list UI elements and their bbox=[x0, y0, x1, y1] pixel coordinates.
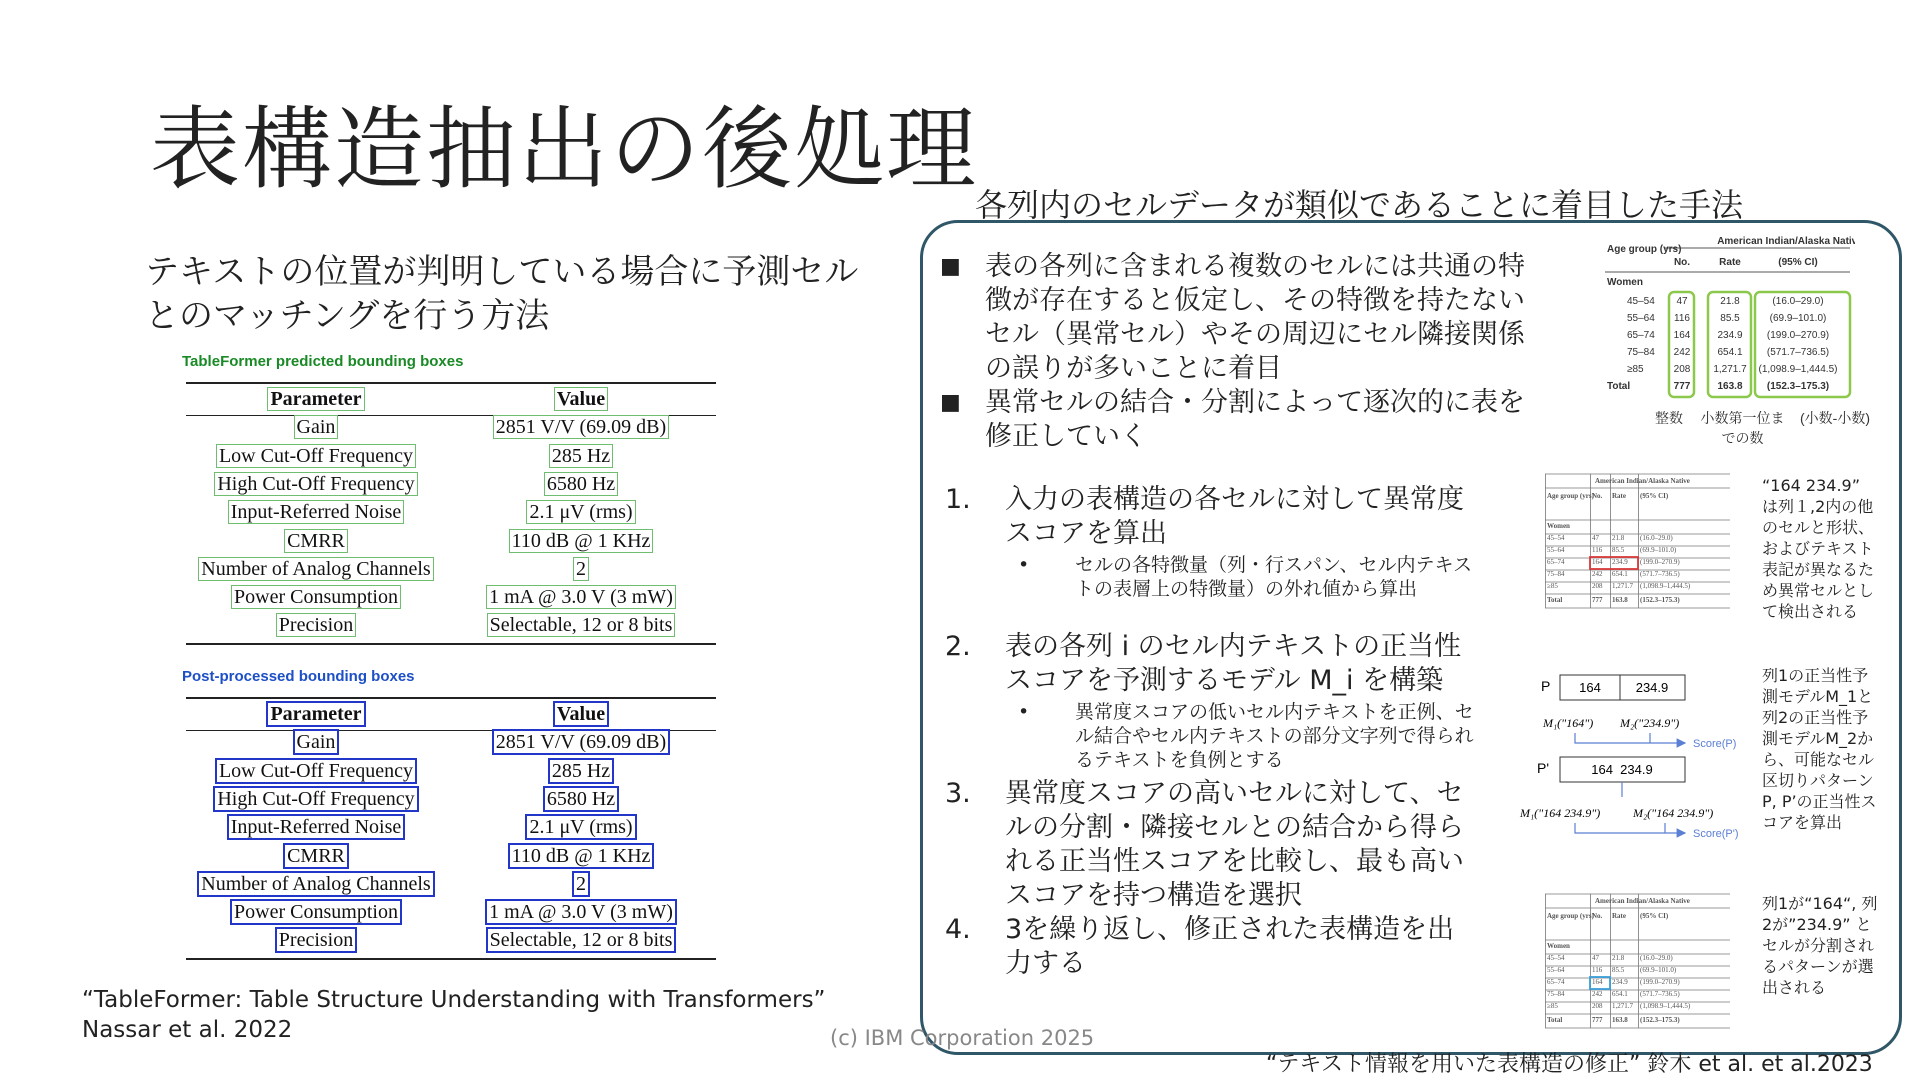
cell-text: 2851 V/V (69.09 dB) bbox=[495, 731, 667, 754]
pattern-pp-label: P' bbox=[1537, 760, 1550, 776]
parameter-cell bbox=[186, 731, 446, 754]
table-cell-text: 242 bbox=[1673, 347, 1691, 358]
example-table-svg bbox=[1605, 232, 1855, 402]
pattern-pp-score: Score(P') bbox=[1693, 828, 1739, 840]
thumb-no-header: No. bbox=[1592, 912, 1603, 920]
thumb-cell-text: Total bbox=[1547, 1016, 1563, 1024]
table-cell-text: (69.9–101.0) bbox=[1769, 313, 1827, 324]
table-header-row bbox=[186, 388, 716, 416]
thumb-cell-text: 45–54 bbox=[1547, 954, 1565, 962]
table-header-row bbox=[186, 703, 716, 731]
pattern-p-cell-2-text: 234.9 bbox=[1635, 680, 1669, 695]
cell-text: High Cut-Off Frequency bbox=[217, 787, 415, 810]
cell-text: Low Cut-Off Frequency bbox=[218, 444, 414, 467]
cell-text: Number of Analog Channels bbox=[201, 557, 431, 580]
value-cell bbox=[446, 388, 716, 411]
table-cell-text: 65–74 bbox=[1627, 330, 1655, 341]
thumb-cell-text: (69.9–101.0) bbox=[1640, 966, 1677, 974]
step-detail-text: セルの各特徴量（列・行スパン、セル内テキストの表層上の特徴量）の外れ値から算出 bbox=[1075, 554, 1473, 600]
cell-text: 2 bbox=[576, 872, 586, 895]
cell-text: Input-Referred Noise bbox=[230, 816, 402, 839]
section-label: Women bbox=[1607, 277, 1643, 288]
split-score-diagram bbox=[1515, 665, 1755, 870]
table-cell-text: 45–54 bbox=[1627, 296, 1655, 307]
cell-text: Value bbox=[556, 388, 606, 410]
corrected-table-thumbnail bbox=[1545, 890, 1730, 1035]
parameter-cell bbox=[186, 416, 446, 439]
tableformer-label: TableFormer predicted bounding boxes bbox=[182, 353, 464, 370]
parameter-cell bbox=[186, 530, 446, 553]
value-cell bbox=[446, 731, 716, 754]
pattern-p-cell-1-text: 164 bbox=[1579, 680, 1601, 695]
thumb-cell-text: ≥85 bbox=[1547, 582, 1558, 590]
col-note-integer: 整数 bbox=[1655, 410, 1683, 426]
table-cell-text: 777 bbox=[1673, 381, 1691, 392]
thumb-cell-text: 777 bbox=[1592, 596, 1603, 604]
thumb-ci-header: (95% CI) bbox=[1640, 492, 1669, 500]
table-row bbox=[186, 416, 716, 444]
table-cell-text: (1,098.9–1,444.5) bbox=[1758, 364, 1838, 375]
thumb-cell-text: (16.0–29.0) bbox=[1640, 954, 1673, 962]
parameter-cell bbox=[186, 473, 446, 496]
table-cell-text: 116 bbox=[1674, 313, 1690, 324]
thumb-section: Women bbox=[1547, 522, 1570, 530]
cell-text: 2851 V/V (69.09 dB) bbox=[495, 416, 667, 439]
thumb-cell-text: 654.1 bbox=[1612, 990, 1628, 998]
step-text: 3を繰り返し、修正された表構造を出力する bbox=[1005, 914, 1455, 979]
parameter-cell bbox=[186, 873, 446, 896]
thumb-cell-text: 654.1 bbox=[1612, 570, 1628, 578]
step-detail-text: 異常度スコアの低いセル内テキストを正例、セル結合やセル内テキストの部分文字列で得られるテキストを負例とする bbox=[1075, 701, 1474, 771]
left-citation-title: “TableFormer: Table Structure Understanding with Transformers” bbox=[82, 987, 826, 1013]
thumbnail-svg bbox=[1545, 470, 1730, 620]
pattern-p-score: Score(P) bbox=[1693, 738, 1737, 750]
thumb-cell-text: 75–84 bbox=[1547, 570, 1565, 578]
thumb-rate-header: Rate bbox=[1612, 912, 1626, 920]
parameter-cell bbox=[186, 388, 446, 411]
thumb-cell-text: 116 bbox=[1592, 546, 1603, 554]
parameter-cell bbox=[186, 760, 446, 783]
thumb-cell-text: Total bbox=[1547, 596, 1563, 604]
thumb-cell-text: 208 bbox=[1592, 1002, 1603, 1010]
value-cell bbox=[446, 901, 716, 924]
value-cell bbox=[446, 530, 716, 553]
table-row bbox=[186, 530, 716, 558]
slide-title: 表構造抽出の後処理 bbox=[150, 97, 978, 202]
thumb-cell-text: (571.7–736.5) bbox=[1640, 990, 1680, 998]
thumb-ci-header: (95% CI) bbox=[1640, 912, 1669, 920]
value-cell bbox=[446, 845, 716, 868]
table-cell-text: 163.8 bbox=[1717, 381, 1743, 392]
table-cell-text: 75–84 bbox=[1627, 347, 1655, 358]
note-anomaly: “164 234.9” は列１,2内の他のセルと形状、およびテキスト表記が異なるため異常セルとして検出される bbox=[1762, 476, 1875, 621]
table-cell-text: 654.1 bbox=[1717, 347, 1743, 358]
cell-text: Number of Analog Channels bbox=[201, 872, 431, 895]
thumb-age-header: Age group (yrs) bbox=[1547, 492, 1594, 500]
step-number: 3. bbox=[945, 778, 971, 809]
cell-text: 6580 Hz bbox=[546, 787, 616, 810]
thumb-cell-text: 164 bbox=[1592, 558, 1603, 566]
thumb-cell-text: 47 bbox=[1592, 954, 1599, 962]
table-row bbox=[186, 558, 716, 586]
table-cell-text: 21.8 bbox=[1720, 296, 1740, 307]
value-cell bbox=[446, 445, 716, 468]
arrow-icon bbox=[1575, 733, 1685, 743]
step-text: 入力の表構造の各セルに対して異常度スコアを算出 bbox=[1005, 484, 1464, 549]
thumb-cell-text: 85.5 bbox=[1612, 966, 1625, 974]
table-cell-text: 85.5 bbox=[1720, 313, 1740, 324]
cell-text: Selectable, 12 or 8 bits bbox=[489, 614, 673, 637]
table-row bbox=[186, 473, 716, 501]
value-cell bbox=[446, 816, 716, 839]
table-cell-text: 208 bbox=[1673, 364, 1691, 375]
parameter-cell bbox=[186, 901, 446, 924]
parameter-cell bbox=[186, 845, 446, 868]
parameter-cell bbox=[186, 558, 446, 581]
thumb-section: Women bbox=[1547, 942, 1570, 950]
cell-text: Input-Referred Noise bbox=[230, 501, 402, 524]
value-cell bbox=[446, 873, 716, 896]
left-subtitle: テキストの位置が判明している場合に予測セルとのマッチングを行う方法 bbox=[145, 252, 859, 336]
cell-text: 285 Hz bbox=[551, 759, 611, 782]
step-number: 4. bbox=[945, 914, 971, 945]
cell-text: 285 Hz bbox=[551, 444, 611, 467]
parameter-cell bbox=[186, 445, 446, 468]
thumb-cell-text: (1,098.9–1,444.5) bbox=[1640, 582, 1691, 590]
left-citation-authors: Nassar et al. 2022 bbox=[82, 1017, 293, 1043]
table-cell-text: 1,271.7 bbox=[1713, 364, 1747, 375]
thumb-cell-text: (199.0–270.9) bbox=[1640, 978, 1680, 986]
note-validity-score: 列1の正当性予測モデルM_1と列2の正当性予測モデルM_2から、可能なセル区切りパターンP, P’の正当性スコアを算出 bbox=[1762, 666, 1877, 832]
value-cell bbox=[446, 614, 716, 637]
thumb-cell-text: 75–84 bbox=[1547, 990, 1565, 998]
table-title: American Indian/Alaska Native bbox=[1717, 236, 1855, 247]
thumb-cell-text: (571.7–736.5) bbox=[1640, 570, 1680, 578]
table-cell-text: (199.0–270.9) bbox=[1766, 330, 1830, 341]
table-cell-text: (152.3–175.3) bbox=[1766, 381, 1830, 392]
value-cell bbox=[446, 416, 716, 439]
cell-text: Precision bbox=[278, 929, 354, 952]
cell-text: 110 dB @ 1 KHz bbox=[511, 844, 651, 867]
thumb-cell-text: 55–64 bbox=[1547, 546, 1565, 554]
rate-header: Rate bbox=[1719, 257, 1741, 268]
col-note-range: (小数-小数) bbox=[1800, 410, 1870, 426]
parameter-cell bbox=[186, 501, 446, 524]
cell-text: 2.1 μV (rms) bbox=[529, 816, 633, 839]
cell-text: Low Cut-Off Frequency bbox=[218, 759, 414, 782]
value-cell bbox=[446, 473, 716, 496]
thumb-cell-text: 21.8 bbox=[1612, 534, 1625, 542]
thumb-cell-text: ≥85 bbox=[1547, 1002, 1558, 1010]
value-cell bbox=[446, 558, 716, 581]
table-row bbox=[186, 445, 716, 473]
pattern-pp-m2: M₂("164 234.9") bbox=[1633, 806, 1714, 820]
value-cell bbox=[446, 586, 716, 609]
cell-text: Parameter bbox=[270, 388, 362, 410]
table-row bbox=[186, 760, 716, 788]
pattern-pp-m1: M₁("164 234.9") bbox=[1520, 806, 1601, 820]
cell-text: Parameter bbox=[270, 703, 362, 725]
cell-text: Selectable, 12 or 8 bits bbox=[489, 929, 673, 952]
table-bottom-rule bbox=[186, 958, 716, 960]
no-header: No. bbox=[1673, 257, 1691, 268]
cell-text: 2.1 μV (rms) bbox=[529, 501, 633, 524]
table-top-rule bbox=[186, 697, 716, 699]
value-cell bbox=[446, 760, 716, 783]
thumb-cell-text: 242 bbox=[1592, 990, 1603, 998]
col-note-decimal: 小数第一位までの数 bbox=[1700, 410, 1785, 446]
pattern-pp-cell-text: 164 234.9 bbox=[1591, 762, 1653, 777]
thumb-cell-text: 116 bbox=[1592, 966, 1603, 974]
thumb-title: American Indian/Alaska Native bbox=[1595, 477, 1690, 485]
parameter-cell bbox=[186, 586, 446, 609]
thumb-cell-text: 65–74 bbox=[1547, 558, 1565, 566]
table-cell-text: (571.7–736.5) bbox=[1766, 347, 1830, 358]
thumb-cell-text: 163.8 bbox=[1612, 1016, 1628, 1024]
cell-text: Gain bbox=[296, 416, 336, 439]
table-cell-text: 234.9 bbox=[1717, 330, 1743, 341]
step-text: 表の各列 i のセル内テキストの正当性スコアを予測するモデル M_i を構築 bbox=[1005, 631, 1462, 696]
cell-text: Power Consumption bbox=[234, 586, 398, 609]
bullet-square-icon: ■ bbox=[940, 390, 961, 415]
thumb-cell-text: 208 bbox=[1592, 582, 1603, 590]
table-cell-text: 47 bbox=[1676, 296, 1688, 307]
thumb-cell-text: 242 bbox=[1592, 570, 1603, 578]
thumb-cell-text: 21.8 bbox=[1612, 954, 1625, 962]
table-cell-text: ≥85 bbox=[1627, 364, 1644, 375]
thumb-cell-text: 65–74 bbox=[1547, 978, 1565, 986]
thumb-cell-text: (16.0–29.0) bbox=[1640, 534, 1673, 542]
table-row bbox=[186, 501, 716, 529]
thumb-cell-text: 164 bbox=[1592, 978, 1603, 986]
table-cell-text: 164 bbox=[1673, 330, 1691, 341]
table-row bbox=[186, 788, 716, 816]
cell-text: Value bbox=[556, 703, 606, 725]
bullet-square-icon: ■ bbox=[940, 254, 961, 279]
thumb-cell-text: (199.0–270.9) bbox=[1640, 558, 1680, 566]
table-cell-text: Total bbox=[1607, 381, 1631, 392]
right-citation: “テキスト情報を用いた表構造の修正” 鈴木 et al. et al.2023 bbox=[1266, 1052, 1873, 1077]
copyright-footer: (c) IBM Corporation 2025 bbox=[830, 1026, 1095, 1050]
value-cell bbox=[446, 703, 716, 726]
cell-text: Gain bbox=[296, 731, 336, 754]
cell-text: CMRR bbox=[287, 844, 345, 867]
table-row bbox=[186, 929, 716, 957]
cell-text: 6580 Hz bbox=[546, 472, 616, 495]
table-row bbox=[186, 873, 716, 901]
bullet-text: 表の各列に含まれる複数のセルには共通の特徴が存在すると仮定し、その特徴を持たないセル（異常セル）やその周辺にセル隣接関係の誤りが多いことに着目 bbox=[985, 251, 1525, 384]
parameter-cell bbox=[186, 788, 446, 811]
value-cell bbox=[446, 929, 716, 952]
thumb-cell-text: 55–64 bbox=[1547, 966, 1565, 974]
table-row bbox=[186, 901, 716, 929]
arrow-icon bbox=[1575, 823, 1685, 833]
example-table bbox=[1605, 232, 1855, 402]
parameter-cell bbox=[186, 929, 446, 952]
right-subtitle: 各列内のセルデータが類似であることに着目した手法 bbox=[975, 186, 1744, 224]
thumb-cell-text: 234.9 bbox=[1612, 558, 1628, 566]
value-cell bbox=[446, 788, 716, 811]
thumb-cell-text: (1,098.9–1,444.5) bbox=[1640, 1002, 1691, 1010]
table-bottom-rule bbox=[186, 643, 716, 645]
table-row bbox=[186, 845, 716, 873]
step-text: 異常度スコアの高いセルに対して、セルの分割・隣接セルとの結合から得られる正当性スコアを比較し、最も高いスコアを持つ構造を選択 bbox=[1005, 778, 1464, 911]
thumb-cell-text: 777 bbox=[1592, 1016, 1603, 1024]
bullet-text: 異常セルの結合・分割によって逐次的に表を修正していく bbox=[985, 387, 1525, 452]
pattern-p-m2: M₂("234.9") bbox=[1620, 716, 1680, 730]
anomaly-table-thumbnail bbox=[1545, 470, 1730, 620]
table-row bbox=[186, 731, 716, 759]
thumb-cell-text: 234.9 bbox=[1612, 978, 1628, 986]
cell-text: 110 dB @ 1 KHz bbox=[511, 529, 651, 552]
cell-text: 2 bbox=[576, 557, 586, 580]
note-selected-pattern: 列1が“164“, 列2が”234.9” とセルが分割されるパターンが選出される bbox=[1762, 894, 1878, 997]
step-number: 2. bbox=[945, 631, 971, 662]
age-group-header: Age group (yrs) bbox=[1607, 244, 1682, 255]
pattern-p-m1: M₁("164") bbox=[1543, 716, 1594, 730]
parameter-cell bbox=[186, 816, 446, 839]
ci-header: (95% CI) bbox=[1778, 257, 1818, 268]
table-row bbox=[186, 816, 716, 844]
table-cell-text: (16.0–29.0) bbox=[1772, 296, 1824, 307]
thumb-cell-text: 1,271.7 bbox=[1612, 1002, 1633, 1010]
thumb-age-header: Age group (yrs) bbox=[1547, 912, 1594, 920]
thumb-no-header: No. bbox=[1592, 492, 1603, 500]
thumbnail-svg bbox=[1545, 890, 1730, 1040]
thumb-cell-text: 163.8 bbox=[1612, 596, 1628, 604]
pattern-p-label: P bbox=[1541, 678, 1551, 694]
thumb-title: American Indian/Alaska Native bbox=[1595, 897, 1690, 905]
cell-text: 1 mA @ 3.0 V (3 mW) bbox=[489, 901, 673, 924]
cell-text: 1 mA @ 3.0 V (3 mW) bbox=[489, 586, 673, 609]
thumb-cell-text: 1,271.7 bbox=[1612, 582, 1633, 590]
thumb-cell-text: 47 bbox=[1592, 534, 1599, 542]
cell-text: Precision bbox=[278, 614, 354, 637]
thumb-cell-text: (69.9–101.0) bbox=[1640, 546, 1677, 554]
value-cell bbox=[446, 501, 716, 524]
thumb-cell-text: 45–54 bbox=[1547, 534, 1565, 542]
cell-text: CMRR bbox=[287, 529, 345, 552]
table-row bbox=[186, 586, 716, 614]
parameter-cell bbox=[186, 614, 446, 637]
parameter-cell bbox=[186, 703, 446, 726]
cell-text: Power Consumption bbox=[234, 901, 398, 924]
table-row bbox=[186, 614, 716, 642]
thumb-cell-text: (152.3–175.3) bbox=[1640, 596, 1680, 604]
postprocessed-label: Post-processed bounding boxes bbox=[182, 668, 415, 685]
table-cell-text: 55–64 bbox=[1627, 313, 1655, 324]
thumb-cell-text: 85.5 bbox=[1612, 546, 1625, 554]
thumb-rate-header: Rate bbox=[1612, 492, 1626, 500]
cell-text: High Cut-Off Frequency bbox=[217, 472, 415, 495]
step-number: 1. bbox=[945, 484, 971, 515]
thumb-cell-text: (152.3–175.3) bbox=[1640, 1016, 1680, 1024]
table-top-rule bbox=[186, 382, 716, 384]
